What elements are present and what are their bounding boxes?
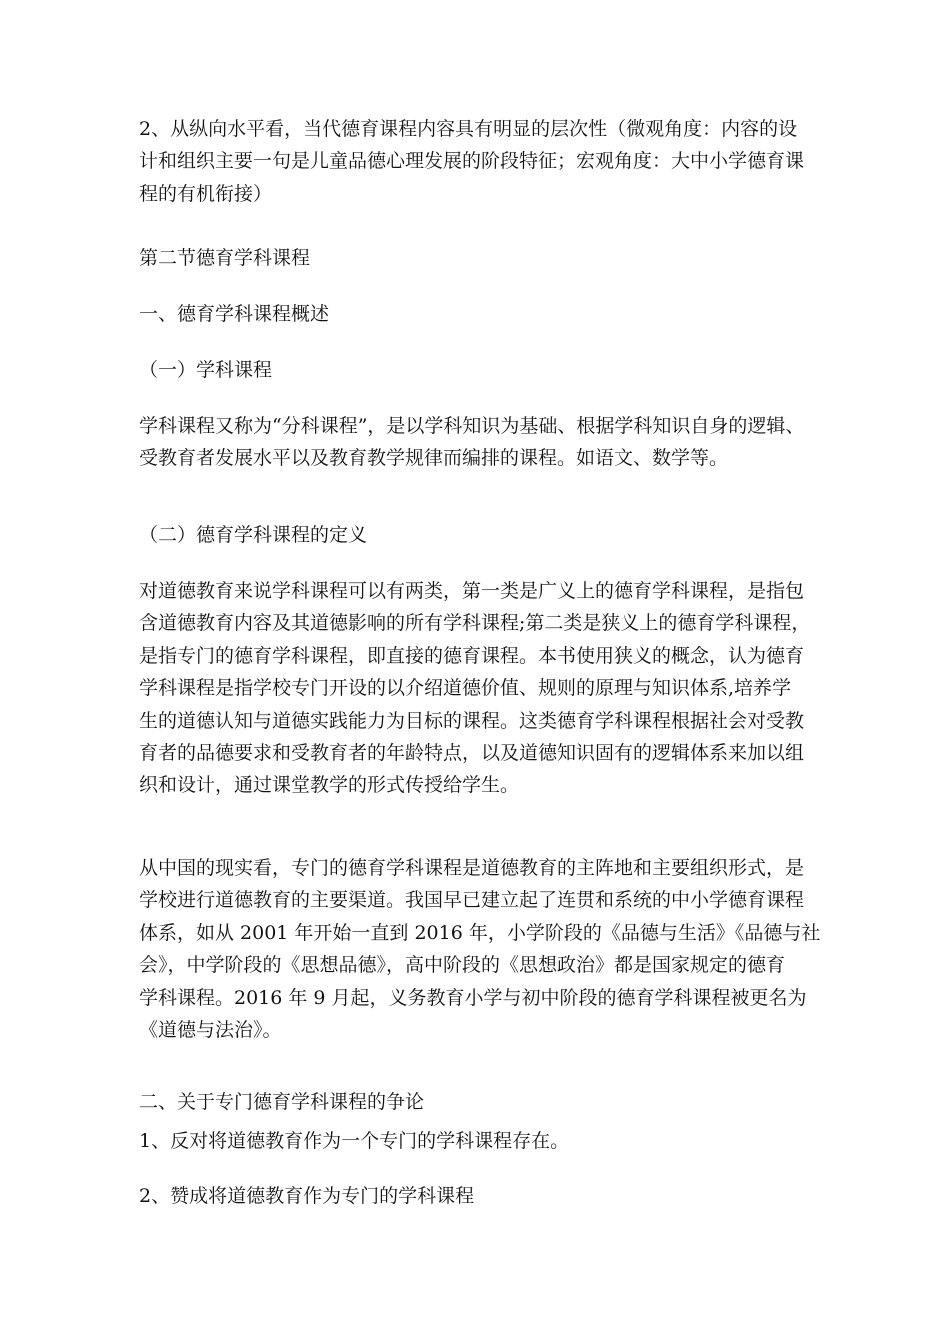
sub-subsection-heading — [139, 519, 819, 551]
list-item — [139, 1180, 819, 1212]
paragraph-china-reality — [139, 852, 819, 1046]
paragraph-curriculum-levels — [139, 113, 819, 210]
text-line: 育者的品德要求和受教育者的年龄特点，以及道德知识固有的逻辑体系来加以组 — [139, 741, 805, 764]
text-line: 织和设计，通过课堂教学的形式传授给学生。 — [139, 774, 520, 797]
text-line: 计和组织主要一句是儿童品德心理发展的阶段特征；宏观角度：大中小学德育课 — [139, 150, 805, 173]
text-line: 会》，中学阶段的《思想品德》，高中阶段的《思想政治》都是国家规定的德育 — [139, 954, 786, 977]
text-line: 1、反对将道德教育作为一个专门的学科课程存在。 — [139, 1130, 570, 1152]
text-line: 对道德教育来说学科课程可以有两类，第一类是广义上的德育学科课程，是指包 — [139, 580, 805, 602]
text-line: 从中国的现实看，专门的德育学科课程是道德教育的主阵地和主要组织形式，是 — [139, 857, 805, 879]
text-line: （二）德育学科课程的定义 — [139, 524, 368, 546]
text-line: 程的有机衔接） — [139, 182, 273, 205]
text-line: 2、赞成将道德教育作为专门的学科课程 — [139, 1185, 475, 1207]
section-heading — [139, 242, 819, 274]
text-line: （一）学科课程 — [139, 359, 273, 381]
text-line: 是指专门的德育学科课程，即直接的德育课程。本书使用狭义的概念，认为德育 — [139, 644, 805, 667]
text-line: 2、从纵向水平看，当代德育课程内容具有明显的层次性（微观角度：内容的设 — [139, 118, 798, 140]
text-line: 含道德教育内容及其道德影响的所有学科课程;第二类是狭义上的德育学科课程， — [139, 612, 811, 635]
paragraph-definition — [139, 575, 819, 802]
subsection-heading — [139, 298, 819, 330]
paragraph-subject-curriculum — [139, 410, 819, 475]
subsection-heading — [139, 1086, 819, 1118]
list-item — [139, 1125, 819, 1157]
text-line: 学校进行道德教育的主要渠道。我国早已建立起了连贯和系统的中小学德育课程 — [139, 889, 805, 912]
text-line: 一、德育学科课程概述 — [139, 303, 330, 325]
text-line: 第二节德育学科课程 — [139, 247, 311, 269]
text-line: 生的道德认知与道德实践能力为目标的课程。这类德育学科课程根据社会对受教 — [139, 709, 805, 732]
text-line: 体系，如从 2001 年开始一直到 2016 年，小学阶段的《品德与生活》《品德与社 — [139, 921, 821, 944]
text-line: 学科课程又称为“分科课程”，是以学科知识为基础、根据学科知识自身的逻辑、 — [139, 415, 805, 437]
text-line: 二、关于专门德育学科课程的争论 — [139, 1091, 425, 1113]
text-line: 学科课程是指学校专门开设的以介绍道德价值、规则的原理与知识体系,培养学 — [139, 677, 792, 700]
text-line: 受教育者发展水平以及教育教学规律而编排的课程。如语文、数学等。 — [139, 447, 729, 470]
text-line: 《道德与法治》。 — [139, 1018, 282, 1041]
sub-subsection-heading — [139, 354, 819, 386]
text-line: 学科课程。2016 年 9 月起，义务教育小学与初中阶段的德育学科课程被更名为 — [139, 986, 807, 1009]
